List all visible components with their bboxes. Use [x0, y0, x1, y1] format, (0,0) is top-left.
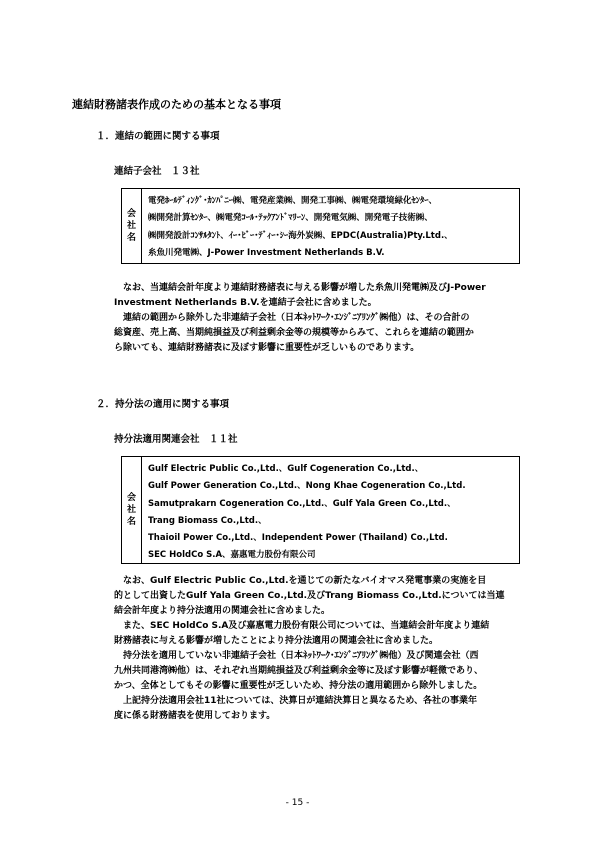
label-char: 社 — [126, 505, 136, 515]
list-item: Trang Biomass Co.,Ltd.、 — [148, 515, 267, 526]
label-char: 会 — [126, 209, 136, 219]
page-number: - 15 - — [285, 798, 310, 808]
list-item: 糸魚川発電㈱、J-Power Investment Netherlands B.V. — [148, 247, 385, 258]
section2-subheading: 持分法適用関連会社 １１社 — [114, 434, 238, 445]
list-item: Samutprakarn Cogeneration Co.,Ltd.、Gulf Yala Green Co.,Ltd.、 — [148, 498, 456, 509]
paragraph-line: 九州共同港湾㈱他）は、それぞれ当期純損益及び利益剰余金等に及ぼす影響が軽微であり、 — [114, 666, 484, 676]
list-item: Thaioil Power Co.,Ltd.、Independent Power (Thailand) Co.,Ltd. — [148, 533, 448, 544]
section1-heading: １．連結の範囲に関する事項 — [96, 131, 220, 142]
list-item: ㈱開発計算ｾﾝﾀｰ、㈱電発ｺｰﾙ･ﾃｯｸｱﾝﾄﾞﾏﾘｰﾝ、開発電気㈱、開発電子技術㈱、 — [148, 213, 433, 224]
affiliates-table — [121, 456, 520, 564]
page-title: 連結財務諸表作成のための基本となる事項 — [72, 98, 281, 111]
subsidiary-list — [142, 189, 519, 263]
label-char: 社 — [126, 221, 136, 231]
paragraph-line: Investment Netherlands B.V.を連結子会社に含めました。 — [114, 298, 377, 308]
company-name-label — [122, 457, 142, 563]
list-item: SEC HoldCo S.A、嘉惠電力股份有限公司 — [148, 550, 316, 561]
paragraph-line: また、SEC HoldCo S.A及び嘉惠電力股份有限公司については、当連結会計年度より連結 — [114, 621, 490, 631]
list-item: ㈱開発設計ｺﾝｻﾙﾀﾝﾄ、ｲｰ･ﾋﾞｰ･ﾃﾞｨｰ･ｼｰ海外炭㈱、EPDC(Australia)Pty.Ltd.、 — [148, 230, 453, 241]
section2-heading: ２．持分法の適用に関する事項 — [96, 399, 230, 410]
section2-notes — [114, 574, 505, 724]
paragraph-line: 財務諸表に与える影響が増したことにより持分法適用の関連会社に含めました。 — [114, 636, 439, 646]
paragraph-line: なお、当連結会計年度より連結財務諸表に与える影響が増した糸魚川発電㈱及びJ-Power — [114, 283, 486, 293]
affiliate-list — [142, 457, 519, 563]
paragraph-line: 上記持分法適用会社11社については、決算日が連結決算日と異なるため、各社の事業年 — [114, 696, 477, 706]
paragraph-line: 連結の範囲から除外した非連結子会社（日本ﾈｯﾄﾜｰｸ･ｴﾝｼﾞﾆｱﾘﾝｸﾞ㈱他）は、その合計の — [114, 313, 470, 323]
paragraph-line: ら除いても、連結財務諸表に及ぼす影響に重要性が乏しいものであります。 — [114, 343, 420, 353]
section1-subheading: 連結子会社 １３社 — [114, 166, 200, 177]
label-char: 会 — [126, 493, 136, 503]
paragraph-line: かつ、全体としてもその影響に重要性が乏しいため、持分法の適用範囲から除外しました。 — [114, 681, 483, 691]
paragraph-line: 総資産、売上高、当期純損益及び利益剰余金等の規模等からみて、これらを連結の範囲か — [114, 328, 474, 338]
list-item: 電発ﾎｰﾙﾃﾞｨﾝｸﾞ･ｶﾝﾊﾟﾆｰ㈱、電発産業㈱、開発工事㈱、㈱電発環境緑化ｾﾝﾀｰ、 — [148, 196, 438, 206]
paragraph-line: 結会計年度より持分法適用の関連会社に含めました。 — [114, 606, 331, 616]
label-char: 名 — [126, 233, 136, 243]
list-item: Gulf Electric Public Co.,Ltd.、Gulf Cogeneration Co.,Ltd.、 — [148, 464, 424, 474]
paragraph-line: 的として出資したGulf Yala Green Co.,Ltd.及びTrang Biomass Co.,Ltd.については当連 — [114, 591, 505, 601]
label-char: 名 — [126, 517, 136, 527]
paragraph-line: なお、Gulf Electric Public Co.,Ltd.を通じての新たなバイオマス発電事業の実施を目 — [114, 576, 487, 586]
paragraph-line: 持分法を適用していない非連結子会社（日本ﾈｯﾄﾜｰｸ･ｴﾝｼﾞﾆｱﾘﾝｸﾞ㈱他）及び関連会社（西 — [114, 651, 479, 661]
subsidiaries-table — [121, 188, 520, 264]
list-item: Gulf Power Generation Co.,Ltd.、Nong Khae Cogeneration Co.,Ltd. — [148, 481, 466, 492]
company-name-label — [122, 189, 142, 263]
paragraph-line: 度に係る財務諸表を使用しております。 — [114, 711, 276, 721]
section1-notes — [114, 281, 486, 356]
